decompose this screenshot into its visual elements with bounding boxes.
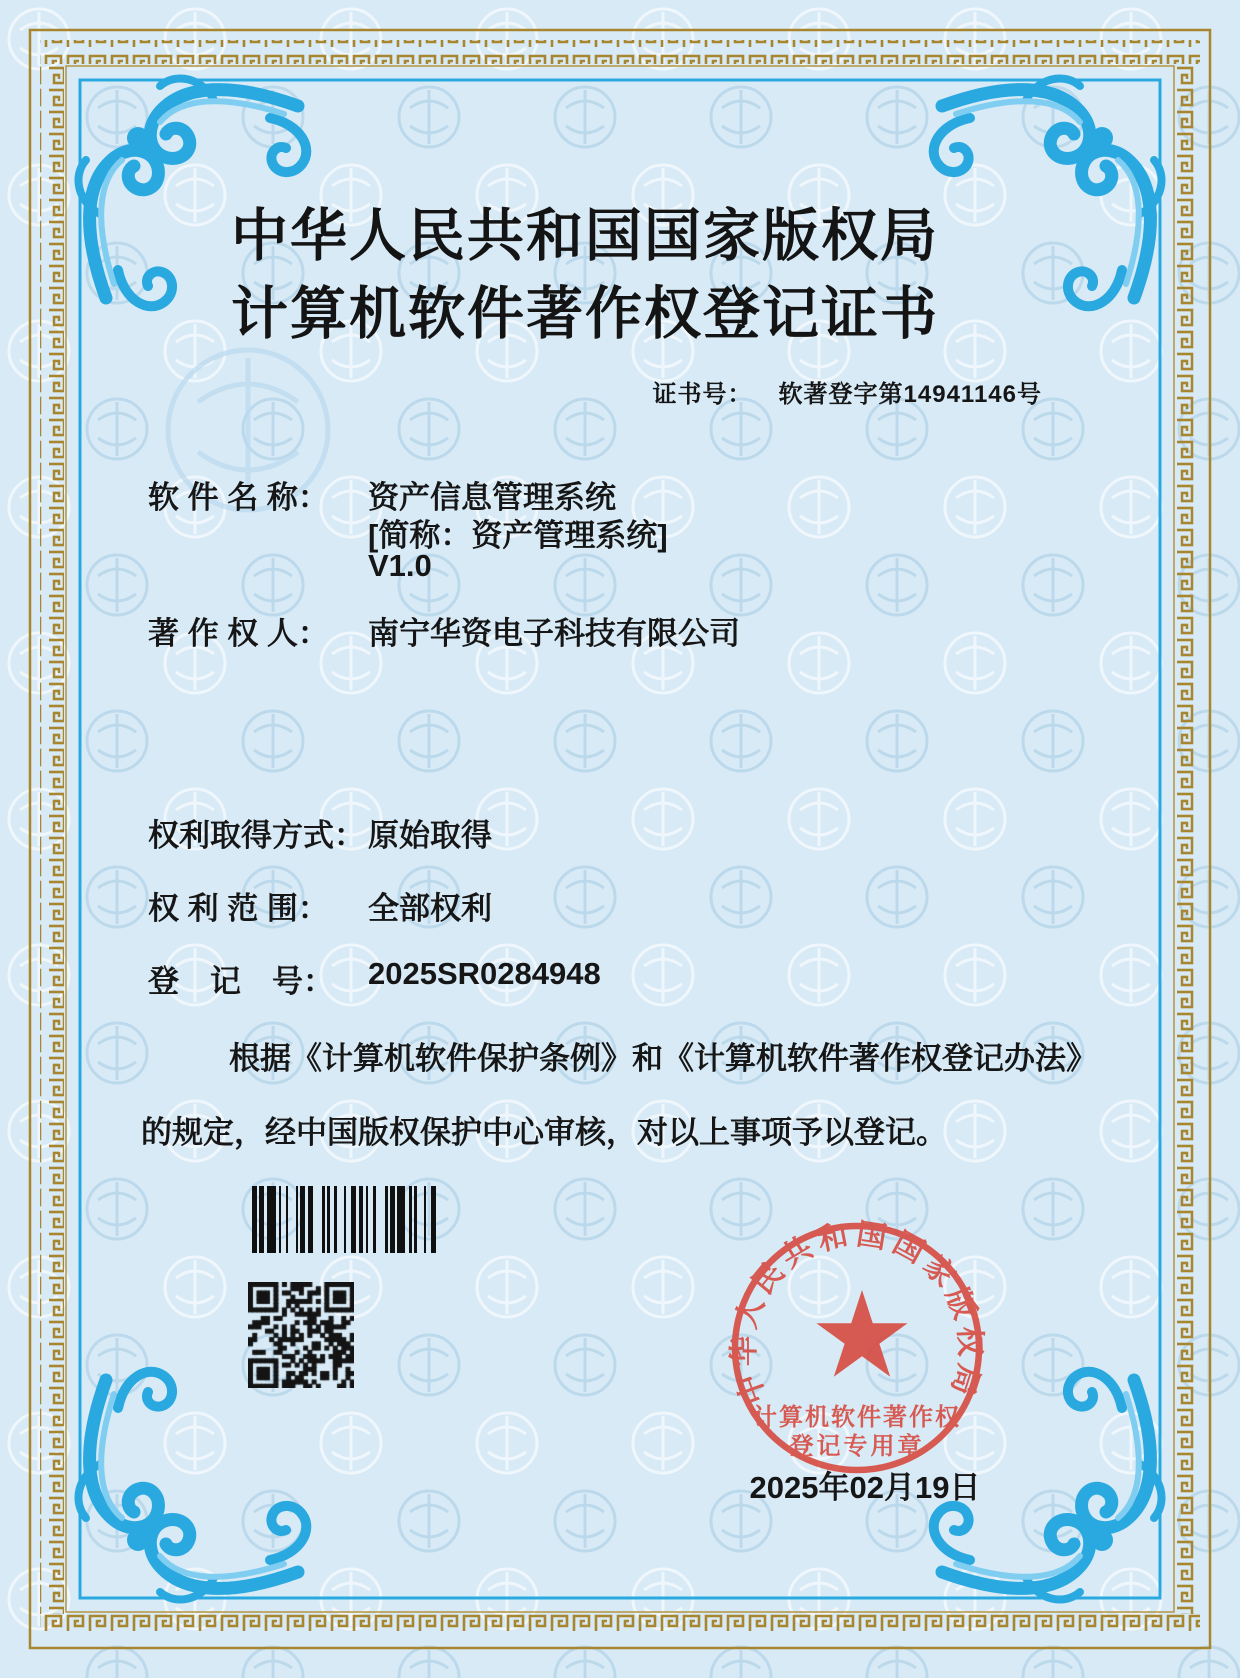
barcode-bar (417, 1186, 424, 1253)
official-seal (717, 1208, 997, 1488)
certificate-number-value: 软著登字第14941146号 (778, 381, 1042, 408)
field-value-rights-acquisition: 原始取得 (368, 818, 492, 853)
barcode-bar (313, 1186, 323, 1253)
barcode-bar (288, 1186, 295, 1253)
certificate-number-label: 证书号： (652, 381, 753, 408)
field-label-software-name: 软 件 名 称： (148, 480, 329, 515)
field-label-rights-scope: 权 利 范 围： (148, 891, 329, 926)
seal-bottom-line2: 登记专用章 (789, 1433, 925, 1460)
seal-ring-text: 中华人民共和国国家版权局 (727, 1217, 987, 1409)
official-seal-svg (717, 1208, 997, 1488)
barcode-bar (397, 1186, 404, 1253)
seal-bottom-line1: 计算机软件著作权 (753, 1404, 961, 1431)
barcode-bar (431, 1186, 436, 1253)
qr-code (248, 1282, 354, 1388)
field-label-copyright-owner: 著 作 权 人： (148, 616, 329, 651)
field-value-software-shortname: [简称：资产管理系统] (368, 518, 668, 553)
issue-date: 2025年02月19日 (749, 1470, 981, 1505)
barcode-bar (267, 1186, 277, 1253)
field-label-registration-number: 登 记 号： (148, 964, 334, 999)
field-value-software-version: V1.0 (368, 548, 432, 583)
field-label-rights-acquisition: 权利取得方式： (148, 818, 365, 853)
field-value-rights-scope: 全部权利 (368, 891, 492, 926)
field-value-copyright-owner: 南宁华资电子科技有限公司 (368, 616, 740, 651)
page-title-line1: 中华人民共和国国家版权局 (231, 204, 939, 268)
seal-star (816, 1290, 907, 1377)
barcode (252, 1186, 436, 1253)
certificate-number (653, 374, 1042, 409)
field-value-software-name: 资产信息管理系统 (368, 480, 616, 515)
barcode-bar (337, 1186, 344, 1253)
field-value-registration-number: 2025SR0284948 (368, 956, 601, 991)
barcode-bar (376, 1186, 386, 1253)
page-title-line2: 计算机软件著作权登记证书 (231, 282, 939, 346)
registration-statement: 根据《计算机软件保护条例》和《计算机软件著作权登记办法》的规定，经中国版权保护中心审核，对以上事项予以登记。 (141, 1041, 1097, 1150)
